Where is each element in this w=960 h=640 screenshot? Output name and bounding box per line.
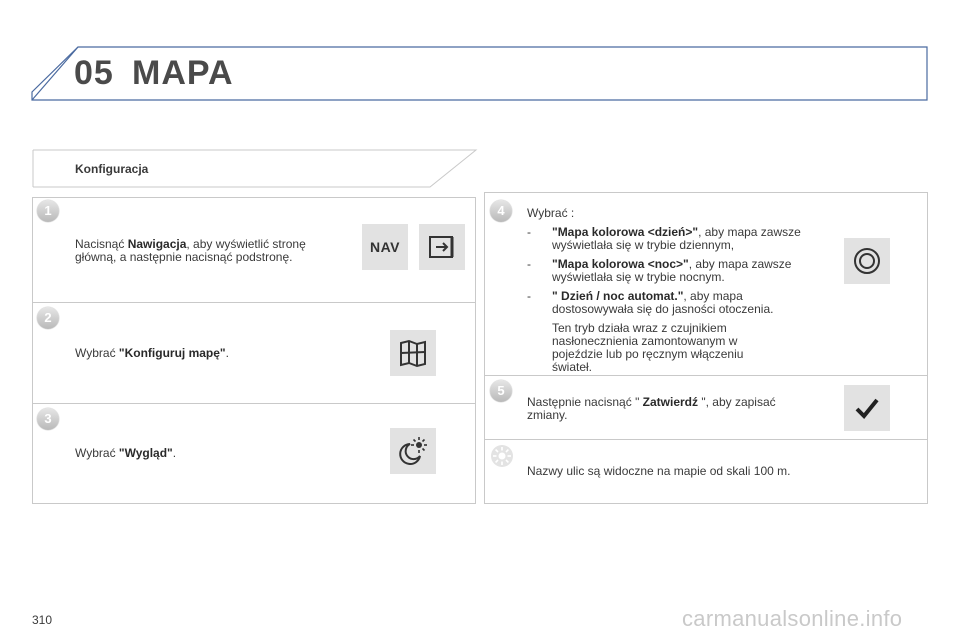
submenu-page-icon [419,224,465,270]
nav-button-label: NAV [369,239,401,255]
step-4-content [527,207,807,374]
option-list [527,226,807,316]
chapter-number: 05 [74,54,114,92]
page-number: 310 [32,613,53,627]
step-1-text: Nacisnąć Nawigacja, aby wyświetlić stronę główną, a następnie nacisnąć podstronę. [75,237,306,264]
map-icon [390,330,436,376]
step-1-badge: 1 [37,200,59,222]
option-day: - "Mapa kolorowa <dzień>", aby mapa zawsze wyświetlała się w trybie dziennym, [527,225,801,252]
step-4-intro: Wybrać : [527,206,575,220]
step-3-badge: 3 [37,408,59,430]
target-icon [844,238,890,284]
step-2-badge: 2 [37,307,59,329]
step-4-note: Ten tryb działa wraz z czujnikiem nasłonecznienia zamontowanym w pojeździe lub po ręcznym włączeniu świateł. [552,321,744,374]
step-5-badge: 5 [490,380,512,402]
option-night: - "Mapa kolorowa <noc>", aby mapa zawsze wyświetlała się w trybie nocnym. [527,257,792,284]
tip-text: Nazwy ulic są widoczne na mapie od skali 100 m. [527,464,791,478]
section-heading-frame [0,140,490,192]
step-divider [32,302,476,303]
step-divider [484,375,928,376]
step-divider [484,439,928,440]
sun-tip-icon [490,444,514,468]
checkmark-icon [844,385,890,431]
section-title: Konfiguracja [75,162,149,176]
step-4-badge: 4 [490,200,512,222]
step-divider [32,403,476,404]
option-auto: - " Dzień / noc automat.", aby mapa dostosowywała się do jasności otoczenia. [527,289,774,316]
step-5-text: Następnie nacisnąć " Zatwierdź ", aby zapisać zmiany. [527,395,776,422]
nav-button-icon [362,224,408,270]
watermark: carmanualsonline.info [682,606,903,631]
step-3-text: Wybrać "Wygląd". [75,446,177,460]
chapter-title: MAPA [132,54,234,92]
day-night-icon [390,428,436,474]
step-2-text: Wybrać "Konfiguruj mapę". [75,346,229,360]
